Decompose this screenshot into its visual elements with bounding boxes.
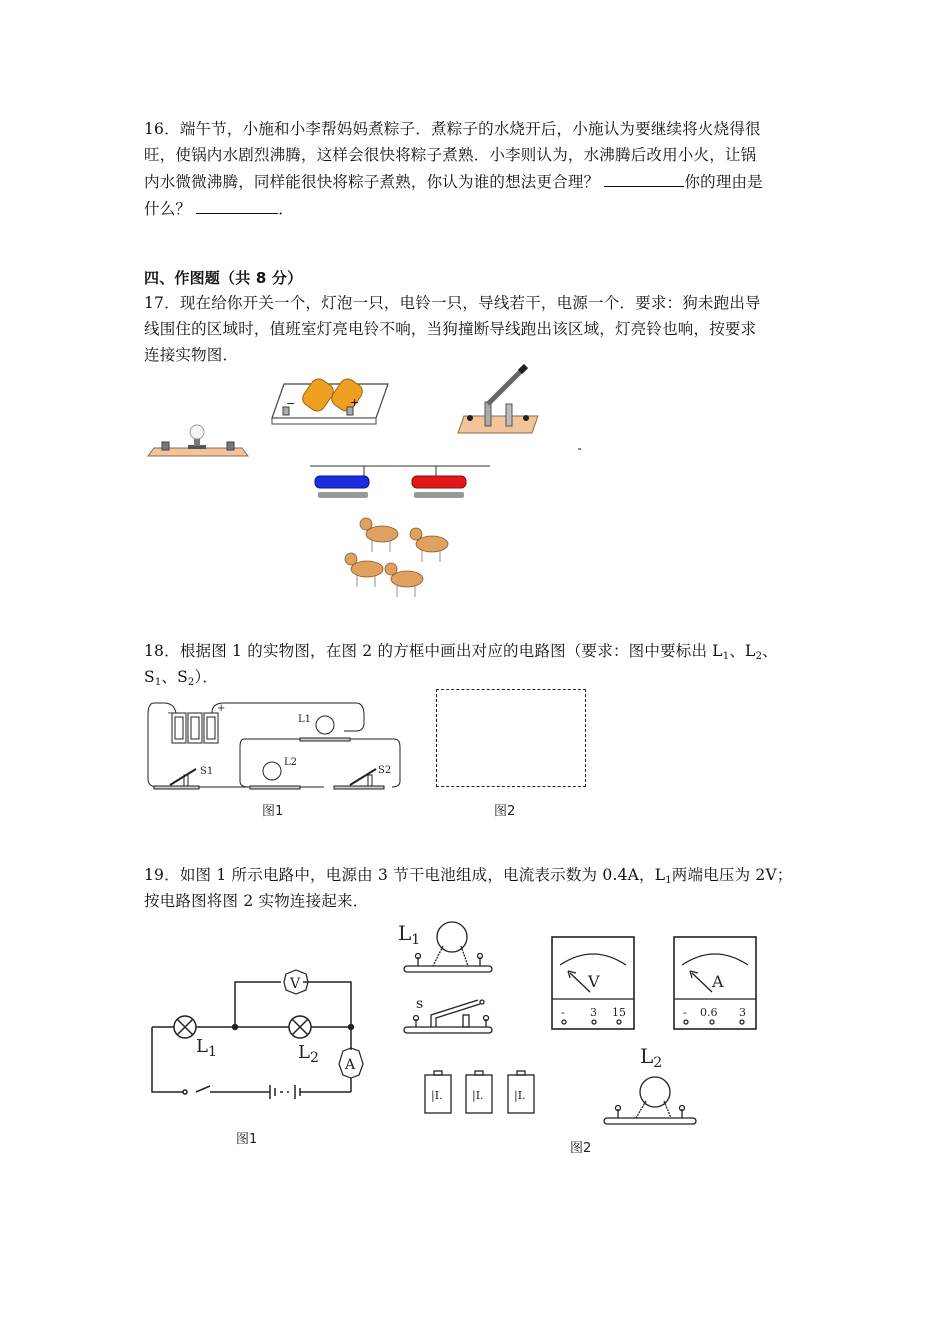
q19-line1: 19．如图 1 所示电路中，电源由 3 节干电池组成，电流表示数为 0.4A，$L_1$两端电压为 2V；	[144, 866, 793, 886]
question-19	[144, 862, 804, 914]
question-17	[144, 290, 804, 368]
svg-text:L1: $L_1$	[196, 1036, 217, 1060]
bulb-L1	[398, 921, 492, 972]
q18-line2: $S_1$、$S_2$）．	[144, 668, 219, 688]
answer-blank-who[interactable]	[604, 168, 684, 187]
voltmeter	[552, 937, 634, 1029]
q19-line2: 按电路图将图 2 实物连接起来．	[144, 892, 369, 910]
q18-line1: 18．根据图 1 的实物图，在图 2 的方框中画出对应的电路图（要求：图中要标出 $L_1$、$L_2$、	[144, 642, 778, 662]
section-title: 四、作图题（共 8 分）	[144, 269, 303, 287]
dogs-icon	[345, 518, 448, 597]
svg-text:−: −	[286, 397, 296, 410]
svg-text:−: −	[167, 708, 176, 719]
bulb-L2	[604, 1044, 696, 1124]
svg-text:+: +	[217, 703, 226, 714]
svg-text:V: V	[588, 972, 600, 991]
svg-text:S2: S2	[378, 765, 392, 776]
q17-line3: 连接实物图．	[144, 346, 239, 364]
svg-text:3: 3	[590, 1006, 597, 1019]
svg-text:|I.: |I.	[472, 1089, 484, 1102]
svg-text:|I.: |I.	[514, 1089, 526, 1102]
svg-text:S1: S1	[200, 766, 214, 777]
q16-line4: 什么？ ．	[144, 195, 804, 222]
q18-fig1	[144, 695, 464, 795]
answer-blank-reason[interactable]	[196, 195, 278, 214]
knife-switch	[458, 366, 538, 433]
question-16	[144, 116, 804, 222]
svg-text:L2: $L_2$	[640, 1044, 663, 1071]
q16-line2: 旺，使锅内水剧烈沸腾，这样会很快将粽子煮熟．小李则认为，水沸腾后改用小火，让锅	[144, 146, 757, 164]
svg-text:-: -	[561, 1006, 565, 1019]
q18-fig2-drawing-box[interactable]	[436, 689, 586, 787]
q19-fig1-circuit	[140, 960, 390, 1120]
electric-bells	[310, 466, 490, 498]
svg-text:s: s	[416, 996, 424, 1012]
svg-text:0.6: 0.6	[700, 1006, 718, 1019]
svg-text:15: 15	[612, 1006, 626, 1019]
ammeter	[674, 937, 756, 1029]
svg-text:|I.: |I.	[431, 1089, 443, 1102]
battery-holder	[272, 376, 388, 424]
q16-line1: 16．端午节，小施和小李帮妈妈煮粽子．煮粽子的水烧开后，小施认为要继续将火烧得很	[144, 120, 761, 138]
svg-text:3: 3	[739, 1006, 746, 1019]
svg-text:V: V	[290, 976, 301, 992]
q16-line3: 内水微微沸腾，同样能很快将粽子煮熟，你认为谁的想法更合理？ 你的理由是	[144, 168, 804, 195]
q19-fig1-caption: 图1	[236, 1132, 258, 1147]
svg-text:A: A	[712, 972, 724, 991]
svg-text:L2: L2	[284, 757, 298, 768]
q18-fig1-caption: 图1	[262, 804, 284, 819]
batteries	[425, 1071, 534, 1113]
q19-fig2-components	[390, 915, 770, 1145]
q19-fig2-caption: 图2	[570, 1141, 592, 1156]
question-18	[144, 638, 804, 690]
svg-text:L2: $L_2$	[298, 1042, 319, 1066]
svg-text:A: A	[345, 1057, 356, 1073]
q17-line1: 17．现在给你开关一个，灯泡一只，电铃一只，导线若干，电源一个．要求：狗未跑出导	[144, 294, 761, 312]
switch-s	[404, 996, 492, 1033]
svg-text:L1: $L_1$	[398, 921, 421, 948]
q17-figure	[140, 360, 600, 620]
q18-fig2-caption: 图2	[494, 804, 516, 819]
q17-line2: 线围住的区域时，值班室灯亮电铃不响，当狗撞断导线跑出该区域，灯亮铃也响，按要求	[144, 320, 757, 338]
svg-text:L1: L1	[298, 714, 312, 725]
svg-text:-: -	[683, 1006, 687, 1019]
svg-text:+: +	[350, 396, 360, 409]
bulb-board	[148, 425, 248, 456]
